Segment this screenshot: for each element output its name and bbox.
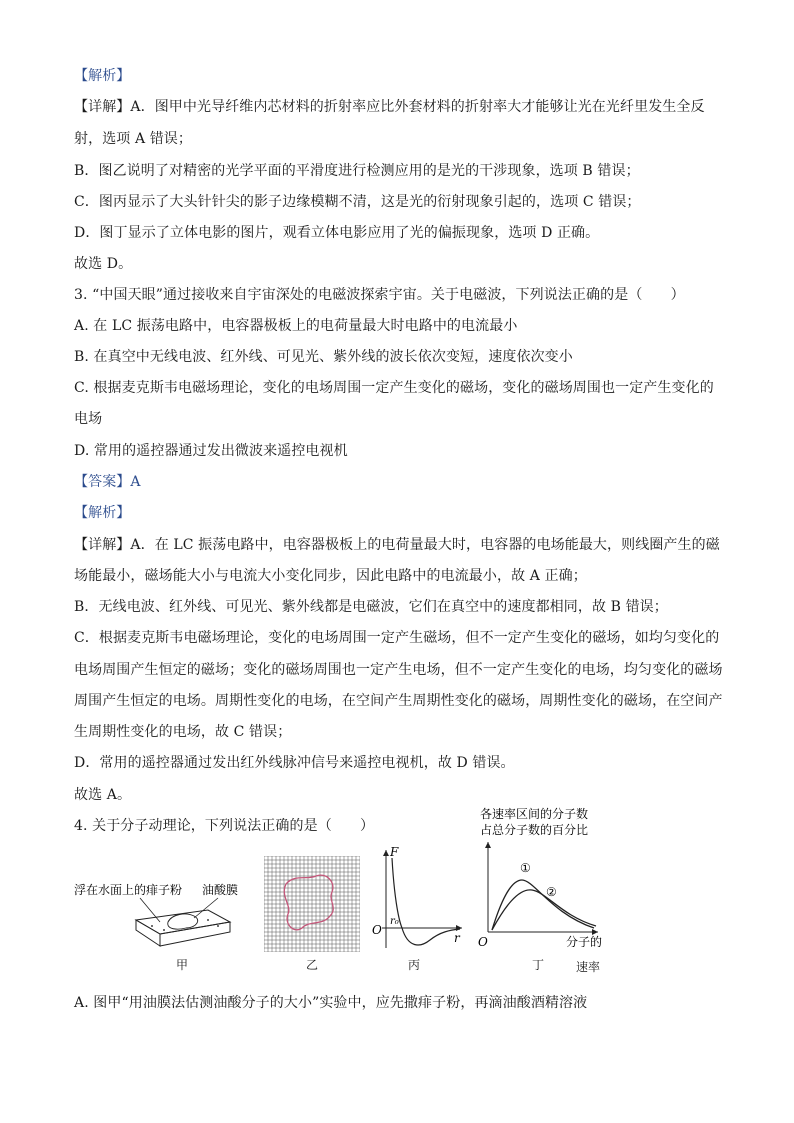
detail-line: 周围产生恒定的电场。周期性变化的电场，在空间产生周期性变化的磁场，周期性变化的磁场，在空间产 bbox=[74, 693, 723, 709]
detail-line: 【详解】A．在 LC 振荡电路中，电容器极板上的电荷量最大时，电容器的电场能最大，则线圈产生的磁 bbox=[74, 537, 720, 553]
ding-title-1: 各速率区间的分子数 bbox=[480, 807, 589, 821]
option-a: A. 图甲“用油膜法估测油酸分子的大小”实验中，应先撒痱子粉，再滴油酸酒精溶液 bbox=[74, 995, 588, 1011]
figure-bing-graph bbox=[368, 844, 468, 954]
figure-jia-diagram bbox=[68, 842, 243, 976]
detail-line: D．常用的遥控器通过发出红外线脉冲信号来遥控电视机，故 D 错误。 bbox=[74, 755, 515, 771]
option-a: A. 在 LC 振荡电路中，电容器极板上的电荷量最大时电路中的电流最小 bbox=[74, 318, 518, 334]
label-film: 油酸膜 bbox=[202, 883, 239, 897]
option-c: C. 根据麦克斯韦电磁场理论，变化的电场周围一定产生变化的磁场，变化的磁场周围也一定产生变化的 bbox=[74, 380, 714, 396]
detail-line: D．图丁显示了立体电影的图片，观看立体电影应用了光的偏振现象，选项 D 正确。 bbox=[74, 225, 600, 241]
analysis-heading: 【解析】 bbox=[74, 68, 131, 84]
figure-yi-grid bbox=[264, 856, 360, 952]
detail-line: 射，选项 A 错误； bbox=[74, 131, 193, 147]
option-b: B. 在真空中无线电波、红外线、可见光、紫外线的波长依次变短，速度依次变小 bbox=[74, 349, 573, 365]
detail-line: 电场周围产生恒定的磁场；变化的磁场周围也一定产生电场，但不一定产生变化的电场，均匀变化的磁场 bbox=[74, 662, 723, 678]
detail-line: C．根据麦克斯韦电磁场理论，变化的电场周围一定产生磁场，但不一定产生变化的磁场，如均匀变化的 bbox=[74, 630, 720, 646]
ding-xlabel-1: 分子的 bbox=[566, 935, 603, 949]
figure-yi-caption: 乙 bbox=[305, 958, 318, 972]
question-4-stem: 4. 关于分子动理论，下列说法正确的是（ ） bbox=[74, 818, 375, 834]
figure-ding-graph bbox=[466, 804, 628, 954]
bing-axis-x: r bbox=[454, 931, 460, 945]
ding-title-2: 占总分子数的百分比 bbox=[480, 823, 589, 837]
figure-bing-caption: 丙 bbox=[407, 958, 420, 972]
question-3-stem: 3. “中国天眼”通过接收来自宇宙深处的电磁波探索宇宙。关于电磁波，下列说法正确的是（ ） bbox=[74, 287, 685, 303]
detail-line: 生周期性变化的电场，故 C 错误； bbox=[74, 724, 292, 740]
ding-origin: O bbox=[478, 935, 488, 949]
bing-axis-y: F bbox=[390, 845, 399, 859]
detail-line: 场能最小，磁场能大小与电流大小变化同步，因此电路中的电流最小，故 A 正确； bbox=[74, 568, 587, 584]
option-c-cont: 电场 bbox=[74, 411, 103, 427]
conclusion-line: 故选 A。 bbox=[74, 787, 132, 803]
figure-ding-caption: 丁 bbox=[531, 958, 544, 972]
figure-jia-caption: 甲 bbox=[175, 958, 188, 972]
bing-r0: r₀ bbox=[390, 916, 399, 927]
answer-line: 【答案】A bbox=[74, 474, 141, 490]
bing-origin: O bbox=[372, 923, 382, 937]
detail-line: 【详解】A．图甲中光导纤维内芯材料的折射率应比外套材料的折射率大才能够让光在光纤里发生全反 bbox=[74, 99, 705, 115]
detail-line: B．无线电波、红外线、可见光、紫外线都是电磁波，它们在真空中的速度都相同，故 B 错误； bbox=[74, 599, 668, 615]
analysis-heading: 【解析】 bbox=[74, 505, 131, 521]
detail-line: C．图丙显示了大头针针尖的影子边缘模糊不清，这是光的衍射现象引起的，选项 C 错误； bbox=[74, 194, 641, 210]
conclusion-line: 故选 D。 bbox=[74, 256, 133, 272]
ding-curve-1: ① bbox=[520, 861, 531, 875]
option-d: D. 常用的遥控器通过发出微波来遥控电视机 bbox=[74, 443, 348, 459]
label-powder: 浮在水面上的痱子粉 bbox=[74, 883, 183, 897]
ding-curve-2: ② bbox=[546, 885, 557, 899]
ding-xlabel-2: 速率 bbox=[575, 960, 600, 974]
detail-line: B．图乙说明了对精密的光学平面的平滑度进行检测应用的是光的干涉现象，选项 B 错误； bbox=[74, 163, 640, 179]
